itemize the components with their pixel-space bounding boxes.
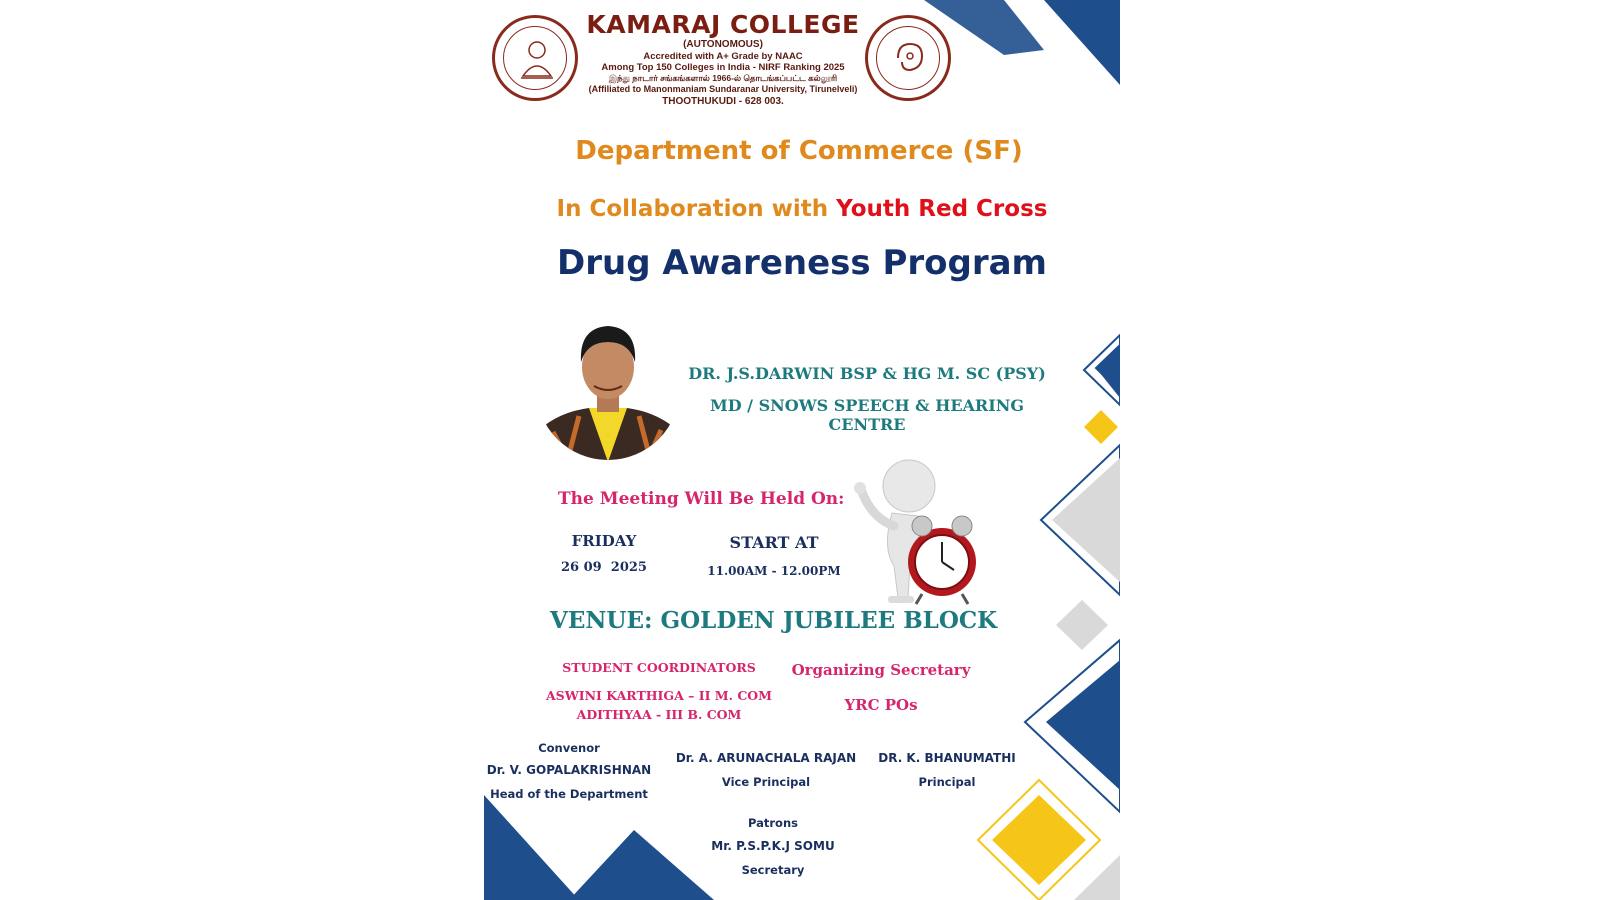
tamil-founding-text: இந்து நாடார் சங்கங்களால் 1966-ல் தொடங்கப்பட்ட கல்லூரி [608,73,838,83]
schedule-day: FRIDAY [571,532,637,550]
college-seal-left [492,15,578,101]
schedule-date: 26 09 2025 [561,560,647,575]
goddess-emblem-icon [517,36,557,80]
right-lower-navy-diamond [1046,660,1120,790]
college-name: KAMARAJ COLLEGE [586,10,860,39]
schedule-heading: The Meeting Will Be Held On: [558,489,845,509]
right-grey-diamond-small [1056,600,1108,650]
principal-role: Principal [918,775,976,789]
figure-with-alarm-clock-icon [852,458,982,608]
vice-principal-role: Vice Principal [721,775,811,789]
vice-principal-name: Dr. A. ARUNACHALA RAJAN [675,751,857,765]
patron-name: Mr. P.S.P.K.J SOMU [711,839,835,853]
convenor-title: Convenor [538,741,600,755]
secretary-value: YRC POs [844,696,918,714]
collaboration-line [484,196,1120,222]
speaker-name: DR. J.S.DARWIN BSP & HG M. SC (PSY) [688,364,1046,383]
bottom-left-navy-triangle [484,795,579,900]
right-gold-diamond-small [1084,410,1118,444]
program-title: Drug Awareness Program [557,243,1047,283]
college-seal-right [865,15,951,101]
schedule-time: 11.00AM - 12.00PM [707,564,841,578]
tamil-emblem-icon [888,38,932,78]
speaker-photo [539,312,677,462]
event-poster [484,0,1120,900]
department-title: Department of Commerce (SF) [575,136,1023,166]
convenor-role: Head of the Department [490,787,648,801]
collaboration-prefix: In Collaboration with [556,196,829,222]
bottom-right-grey-corner [1074,855,1120,900]
speaker-portrait-icon [539,312,677,462]
coordinator-name-1: ASWINI KARTHIGA – II M. COM [545,688,772,703]
collaboration-org: Youth Red Cross [836,196,1048,222]
bottom-gold-diamond [992,795,1086,885]
affiliation-text: (Affiliated to Manonmaniam Sundaranar University, Tirunelveli) [588,84,858,94]
coordinator-name-2: ADITHYAA - III B. COM [576,707,742,722]
start-label: START AT [729,533,819,552]
accreditation-text: Accredited with A+ Grade by NAAC [643,51,803,62]
college-status: (AUTONOMOUS) [683,39,763,50]
location-text: THOOTHUKUDI - 628 003. [662,96,784,107]
secretary-heading: Organizing Secretary [791,661,971,679]
convenor-name: Dr. V. GOPALAKRISHNAN [486,763,652,777]
patron-role: Secretary [741,863,805,877]
patron-title: Patrons [748,816,798,830]
speaker-role: MD / SNOWS SPEECH & HEARING CENTRE [710,396,1024,434]
ranking-text: Among Top 150 Colleges in India - NIRF Ranking 2025 [601,62,845,73]
principal-name: DR. K. BHANUMATHI [878,751,1016,765]
venue: VENUE: GOLDEN JUBILEE BLOCK [550,607,998,634]
coordinators-heading: STUDENT COORDINATORS [562,660,756,675]
